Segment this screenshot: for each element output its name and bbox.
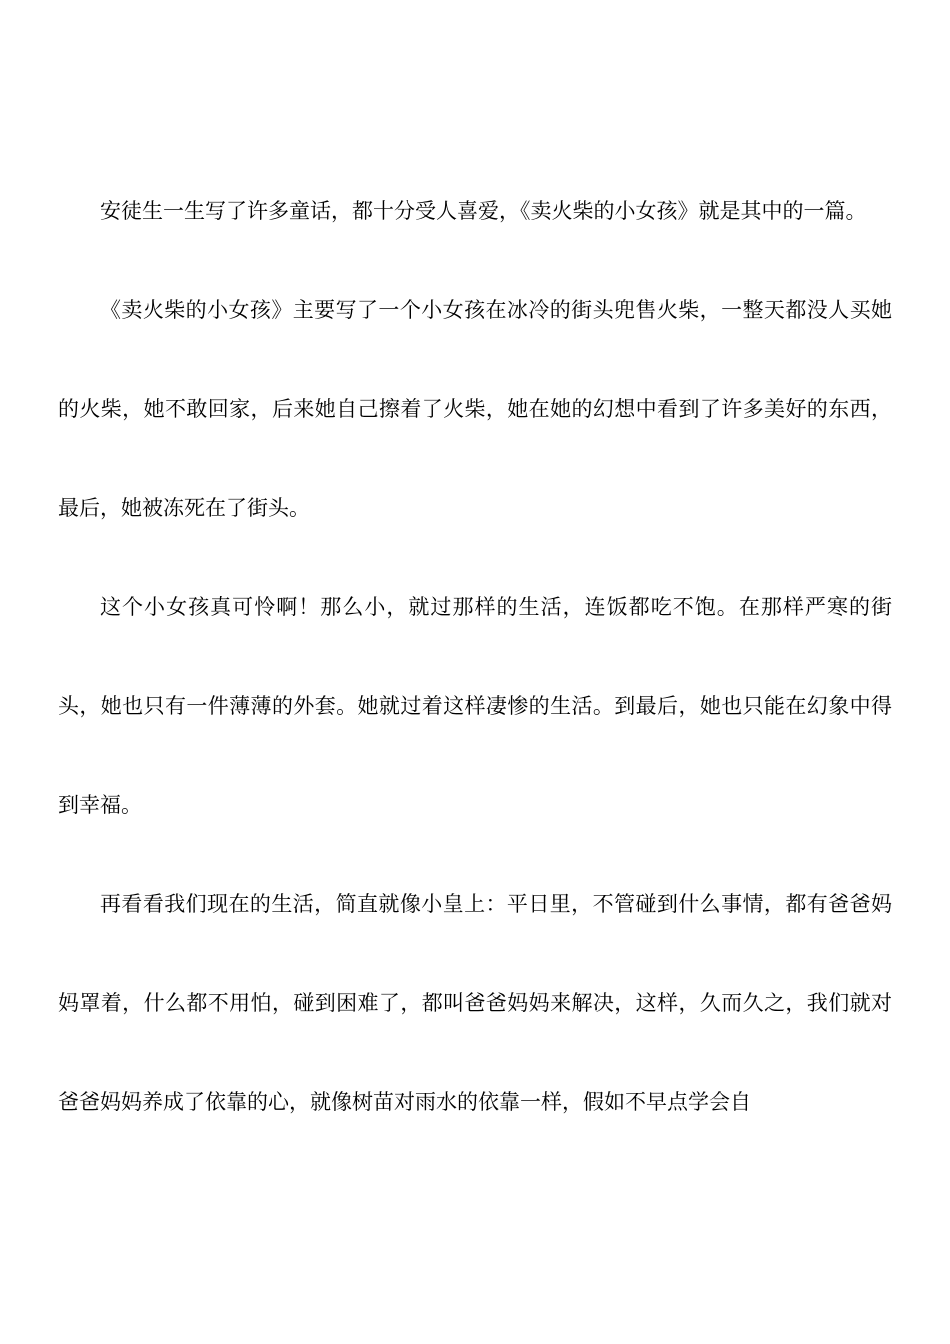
paragraph-4: 再看看我们现在的生活，简直就像小皇上：平日里，不管碰到什么事情，都有爸爸妈妈罩着，什么都不用怕，碰到困难了，都叫爸爸妈妈来解决，这样，久而久之，我们就对爸爸妈妈养成了依靠的心，就像树苗对雨水的依靠一样，假如不早点学会自 <box>58 892 892 1114</box>
paragraph-2: 《卖火柴的小女孩》主要写了一个小女孩在冰冷的街头兜售火柴，一整天都没人买她的火柴，她不敢回家，后来她自己擦着了火柴，她在她的幻想中看到了许多美好的东西，最后，她被冻死在了街头。 <box>58 298 892 520</box>
essay-body <box>58 162 892 1152</box>
paragraph-1: 安徒生一生写了许多童话，都十分受人喜爱，《卖火柴的小女孩》就是其中的一篇。 <box>100 199 867 223</box>
paragraph-3: 这个小女孩真可怜啊！那么小，就过那样的生活，连饭都吃不饱。在那样严寒的街头，她也只有一件薄薄的外套。她就过着这样凄惨的生活。到最后，她也只能在幻象中得到幸福。 <box>58 595 892 817</box>
